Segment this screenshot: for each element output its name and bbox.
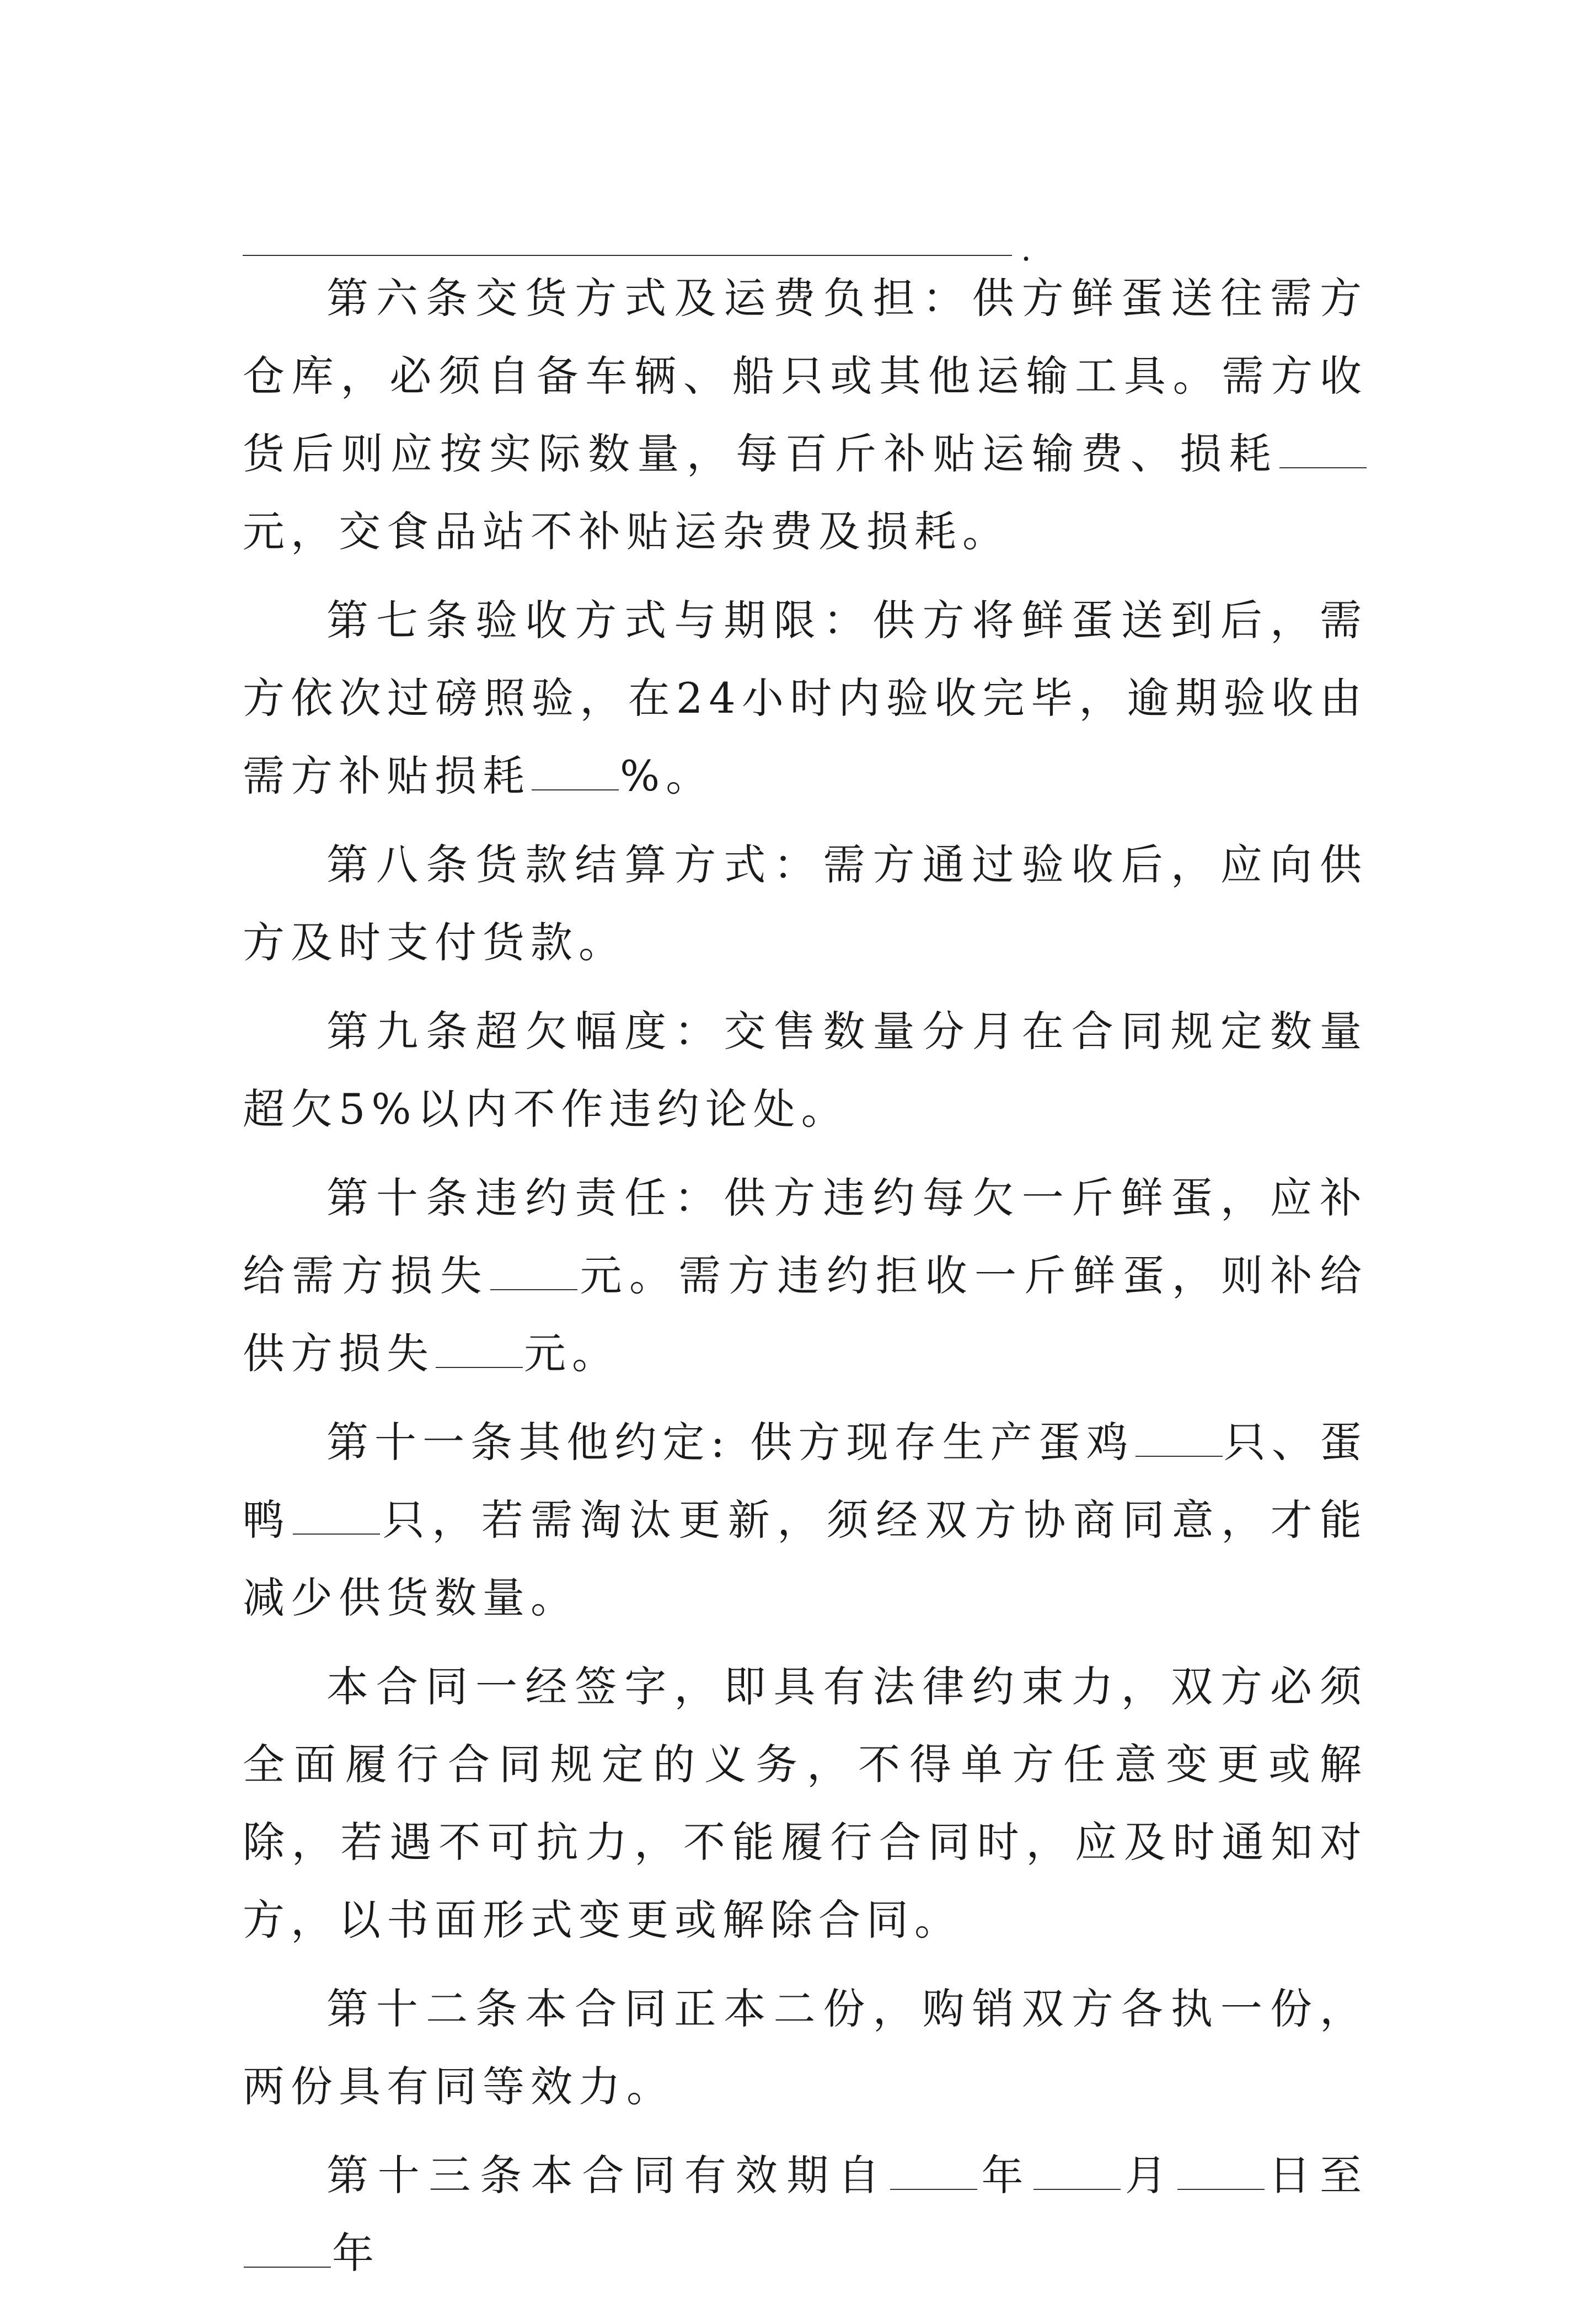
contract-body — [243, 259, 1368, 2303]
article-10-text-1: 第十条违约责任：供方违约每欠一斤鲜蛋，应补给需方损失 — [243, 1173, 1368, 1300]
article-11-text-3: 只，若需淘汰更新，须经双方协商同意，才能减少供货数量。 — [243, 1495, 1368, 1622]
blank-start-year — [890, 2156, 977, 2190]
article-9-tolerance — [243, 992, 1368, 1148]
article-11-other — [243, 1403, 1368, 1637]
blank-supplier-penalty — [490, 1256, 577, 1290]
blank-transport-subsidy — [1279, 434, 1367, 468]
article-7-text-1: 第七条验收方式与期限：供方将鲜蛋送到后，需方依次过磅照验，在24小时内验收完毕，逾期验收由需方补贴损耗 — [243, 596, 1368, 800]
article-13-text-1: 第十三条本合同有效期自 — [326, 2151, 889, 2200]
article-6-delivery — [243, 259, 1368, 570]
article-9-text: 第九条超欠幅度：交售数量分月在合同规定数量超欠5%以内不作违约论处。 — [243, 1007, 1368, 1134]
article-6-text-2: 元，交食品站不补贴运杂费及损耗。 — [243, 507, 1010, 556]
blank-buyer-penalty — [436, 1334, 523, 1368]
article-13-text-5: 年 — [332, 2229, 380, 2278]
article-12-copies — [243, 1970, 1368, 2125]
binding-clause-text: 本合同一经签字，即具有法律约束力，双方必须全面履行合同规定的义务，不得单方任意变更或解除，若遇不可抗力，不能履行合同时，应及时通知对方，以书面形式变更或解除合同。 — [243, 1662, 1368, 1944]
blank-laying-ducks — [293, 1500, 380, 1535]
article-10-text-3: 元。 — [524, 1329, 620, 1378]
article-11-text-1: 第十一条其他约定: 供方现存生产蛋鸡 — [326, 1418, 1134, 1467]
article-8-settlement — [243, 826, 1368, 981]
article-12-text: 第十二条本合同正本二份，购销双方各执一份，两份具有同等效力。 — [243, 1984, 1368, 2111]
article-7-text-2: %。 — [620, 751, 714, 800]
article-13-text-2: 年 — [978, 2151, 1033, 2200]
blank-loss-percent — [532, 756, 619, 790]
article-13-text-3: 月 — [1122, 2151, 1176, 2200]
article-13-validity — [243, 2136, 1368, 2292]
blank-start-day — [1177, 2156, 1265, 2190]
blank-start-month — [1033, 2156, 1121, 2190]
article-13-text-4: 日至 — [1265, 2151, 1368, 2200]
article-6-text-1: 第六条交货方式及运费负担：供方鲜蛋送往需方仓库，必须自备车辆、船只或其他运输工具。需方收货后则应按实际数量，每百斤补贴运输费、损耗 — [243, 274, 1368, 478]
article-10-liability — [243, 1159, 1368, 1392]
binding-clause — [243, 1648, 1368, 1959]
blank-laying-hens — [1136, 1423, 1223, 1457]
top-fill-line — [243, 255, 1012, 256]
blank-end-year — [244, 2233, 331, 2268]
article-7-acceptance — [243, 581, 1368, 815]
top-line-period: . — [1021, 230, 1032, 269]
article-11-text-2: 只、蛋鸭 — [243, 1418, 1368, 1545]
article-10-text-2: 元。需方违约拒收一斤鲜蛋，则补给供方损失 — [243, 1251, 1368, 1378]
article-8-text: 第八条货款结算方式：需方通过验收后，应向供方及时支付货款。 — [243, 840, 1368, 967]
